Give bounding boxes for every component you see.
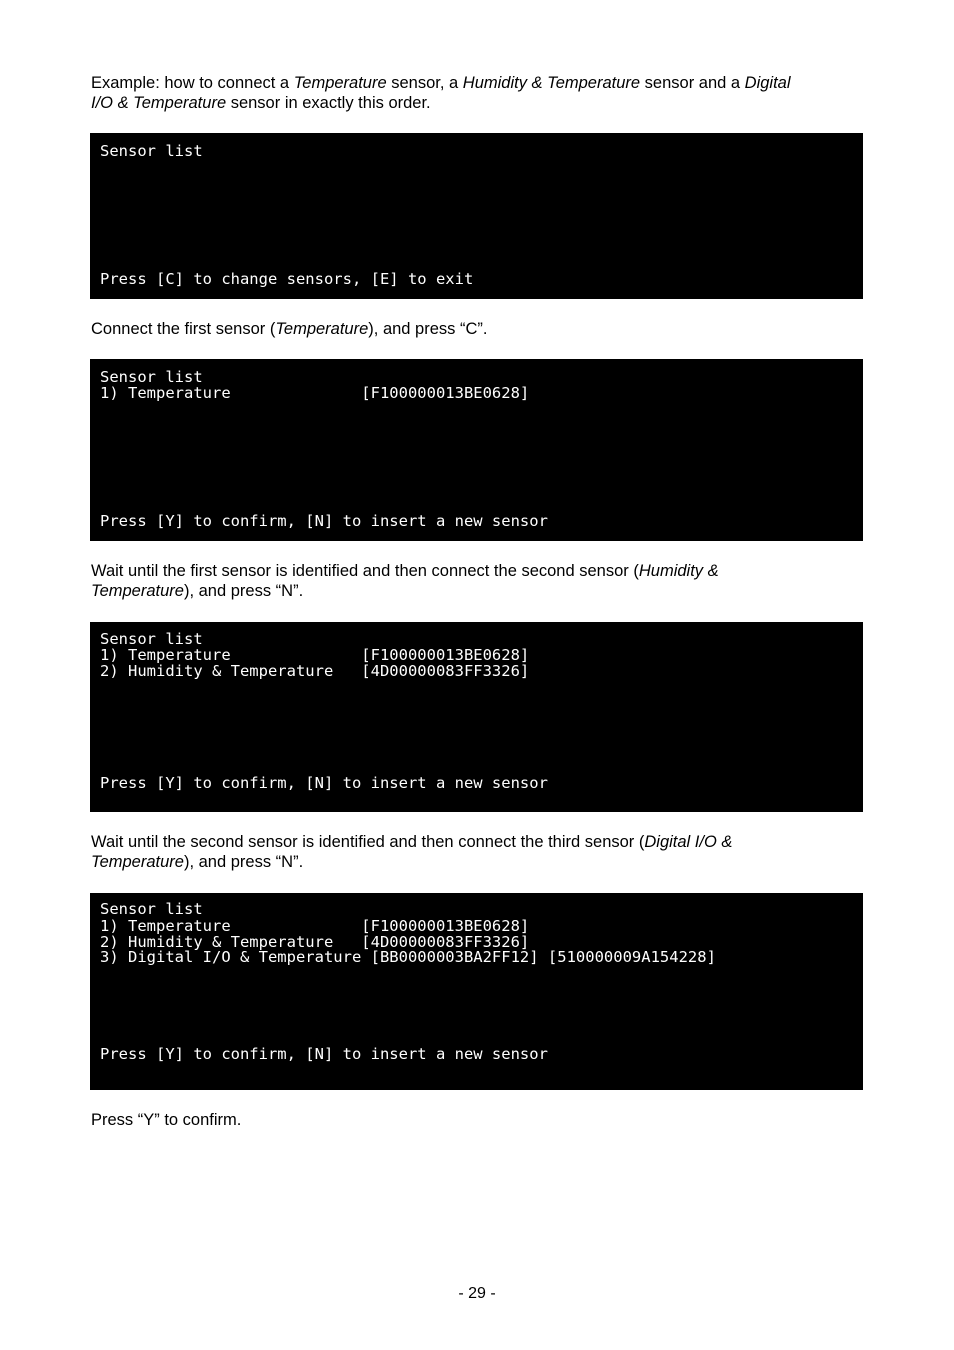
terminal-screen-2: [90, 359, 863, 541]
intro-paragraph: [91, 73, 863, 113]
intro-italic-temperature: Temperature: [293, 74, 387, 92]
step1-text-2: ), and press “C”.: [368, 320, 488, 338]
page-number: - 29 -: [458, 1285, 496, 1302]
step3-italic-1: Digital I/O &: [644, 833, 733, 851]
step2-text-1: Wait until the first sensor is identified and then connect the second sensor (: [91, 562, 639, 580]
step2-text-2: ), and press “N”.: [183, 582, 304, 600]
terminal-title: Sensor list: [100, 630, 203, 648]
step1-paragraph: [91, 319, 863, 339]
final-paragraph: Press “Y” to confirm.: [91, 1111, 242, 1129]
terminal-footer: Press [Y] to confirm, [N] to insert a new sensor: [100, 512, 548, 530]
terminal-footer: Press [Y] to confirm, [N] to insert a new sensor: [100, 1045, 548, 1063]
terminal-title: Sensor list: [100, 900, 203, 918]
terminal-screen-4: [90, 893, 863, 1090]
step3-text-2: ), and press “N”.: [183, 853, 304, 871]
intro-text-4: sensor in exactly this order.: [226, 94, 431, 112]
terminal-row: 2) Humidity & Temperature [4D00000083FF3326]: [100, 933, 530, 951]
terminal-screen-1: [90, 133, 863, 299]
step1-italic: Temperature: [275, 320, 369, 338]
terminal-row: 2) Humidity & Temperature [4D00000083FF3326]: [100, 662, 530, 680]
step1-text-1: Connect the first sensor (: [91, 320, 276, 338]
terminal-footer: Press [Y] to confirm, [N] to insert a new sensor: [100, 774, 548, 792]
terminal-row: 1) Temperature [F100000013BE0628]: [100, 384, 530, 402]
step2-last-line: [91, 581, 863, 601]
intro-text-1: Example: how to connect a: [91, 74, 294, 92]
step2-italic-2: Temperature: [91, 582, 184, 600]
terminal-row: 1) Temperature [F100000013BE0628]: [100, 917, 530, 935]
intro-text-3: sensor and a: [640, 74, 745, 92]
terminal-row: 3) Digital I/O & Temperature [BB0000003BA2FF12] [510000009A154228]: [100, 948, 716, 966]
terminal-title: Sensor list: [100, 368, 203, 386]
intro-italic-humidity: Humidity & Temperature: [462, 74, 641, 92]
step3-last-line: [91, 852, 863, 872]
terminal-row: 1) Temperature [F100000013BE0628]: [100, 646, 530, 664]
intro-text-2: sensor, a: [386, 74, 463, 92]
step3-paragraph: [91, 832, 863, 872]
intro-italic-digital: Digital: [744, 74, 791, 92]
intro-italic-io: I/O & Temperature: [91, 94, 227, 112]
step2-italic-1: Humidity &: [638, 562, 719, 580]
terminal-footer: Press [C] to change sensors, [E] to exit: [100, 270, 474, 288]
step3-text-1: Wait until the second sensor is identified and then connect the third sensor (: [91, 833, 645, 851]
step2-paragraph: [91, 561, 863, 601]
intro-last-line: [91, 93, 863, 113]
terminal-screen-3: [90, 622, 863, 812]
step3-italic-2: Temperature: [91, 853, 184, 871]
terminal-title: Sensor list: [100, 142, 203, 160]
